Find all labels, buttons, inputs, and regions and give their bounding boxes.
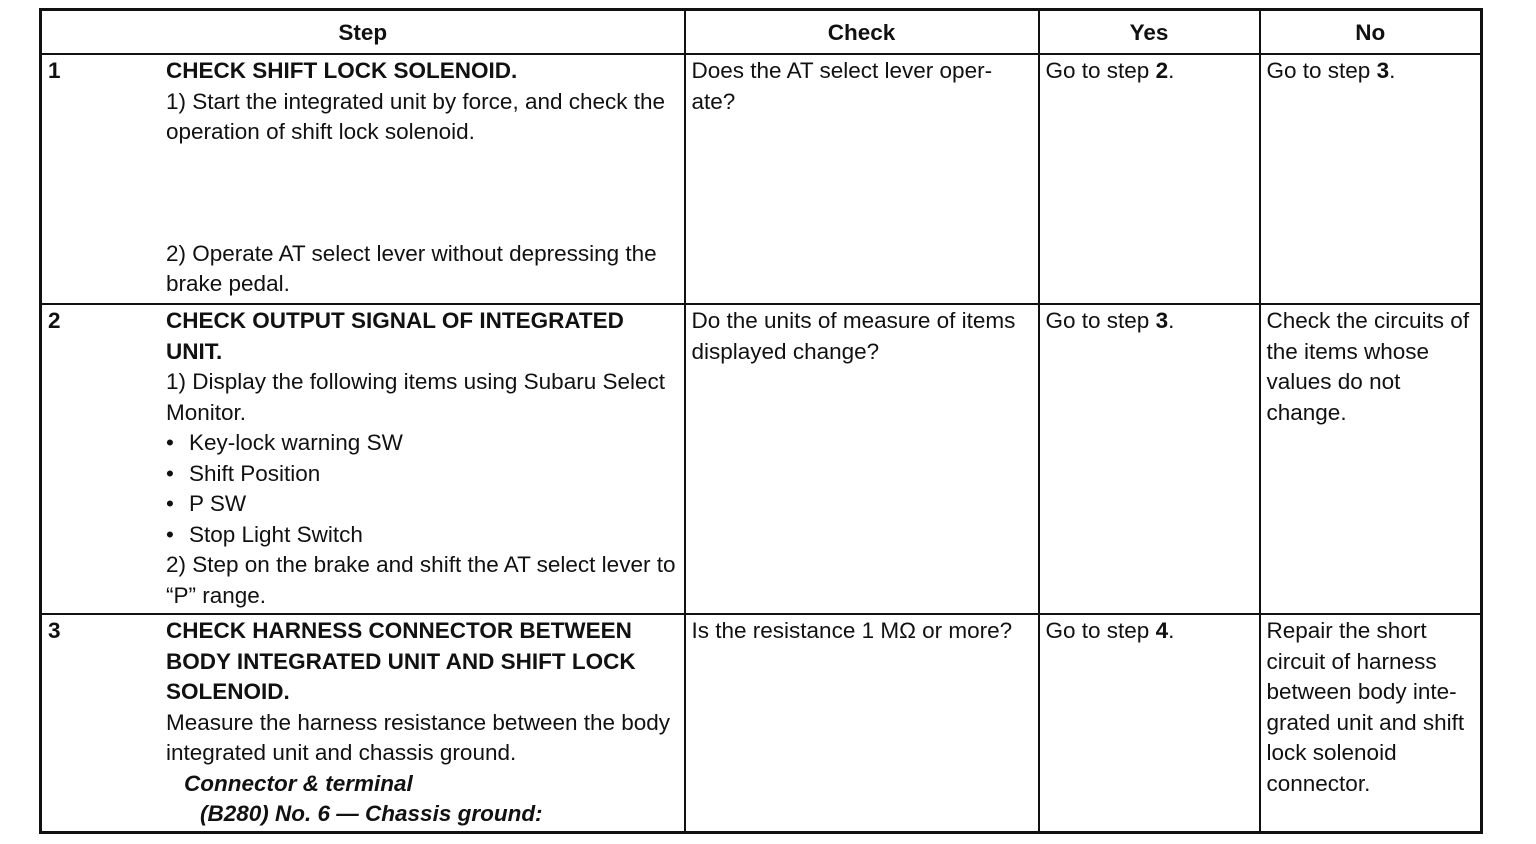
table-row (41, 614, 1482, 832)
header-no: No (1260, 10, 1482, 55)
item-list (166, 428, 678, 550)
step-title: CHECK SHIFT LOCK SOLENOID. (166, 58, 518, 83)
step-cell (41, 304, 685, 614)
step-number: 1 (48, 58, 61, 83)
table-row (41, 54, 1482, 304)
diagnostic-table (39, 8, 1483, 834)
step-title: CHECK HARNESS CONNECTOR BETWEEN BODY INTEGRATED UNIT AND SHIFT LOCK SOLENOID. (166, 618, 636, 704)
step-title: CHECK OUTPUT SIGNAL OF INTEGRATED UNIT. (166, 308, 624, 364)
yes-cell: Go to step 2. (1039, 54, 1260, 304)
check-cell: Do the units of measure of items displayed change? (685, 304, 1039, 614)
list-item: • Key-lock warning SW (166, 428, 678, 459)
connector-terminal: (B280) No. 6 — Chassis ground: (200, 801, 543, 826)
header-check: Check (685, 10, 1039, 55)
list-item: • Shift Position (166, 459, 678, 490)
list-item: • Stop Light Switch (166, 520, 678, 551)
step-cell (41, 614, 685, 832)
step-link: 3 (1376, 58, 1390, 83)
no-cell: Repair the short circuit of harness between body inte-grated unit and shift lock solenoid connector. (1260, 614, 1482, 832)
step-instruction: 2) Step on the brake and shift the AT select lever to “P” range. (166, 552, 676, 608)
yes-cell: Go to step 4. (1039, 614, 1260, 832)
list-item: • P SW (166, 489, 678, 520)
table-row (41, 304, 1482, 614)
step-instruction: 1) Display the following items using Subaru Select Monitor. (166, 369, 665, 425)
no-cell: Check the circuits of the items whose values do not change. (1260, 304, 1482, 614)
step-instruction: 2) Operate AT select lever without depressing the brake pedal. (166, 240, 657, 296)
no-cell: Go to step 3. (1260, 54, 1482, 304)
header-step: Step (41, 10, 685, 55)
step-number: 2 (48, 308, 61, 333)
connector-label: Connector & terminal (184, 770, 413, 796)
step-number: 3 (48, 618, 61, 643)
header-row (41, 10, 1482, 55)
step-cell (41, 54, 685, 304)
step-link: 2 (1155, 58, 1169, 83)
header-yes: Yes (1039, 10, 1260, 55)
step-instruction: Measure the harness resistance between the body integrated unit and chassis ground. (166, 709, 671, 765)
yes-cell: Go to step 3. (1039, 304, 1260, 614)
step-link: 3 (1155, 308, 1169, 333)
check-cell: Is the resistance 1 MΩ or more? (685, 614, 1039, 832)
check-cell: Does the AT select lever oper-ate? (685, 54, 1039, 304)
step-instruction: 1) Start the integrated unit by force, and check the operation of shift lock solenoid. (166, 88, 666, 144)
step-link: 4 (1155, 618, 1169, 643)
